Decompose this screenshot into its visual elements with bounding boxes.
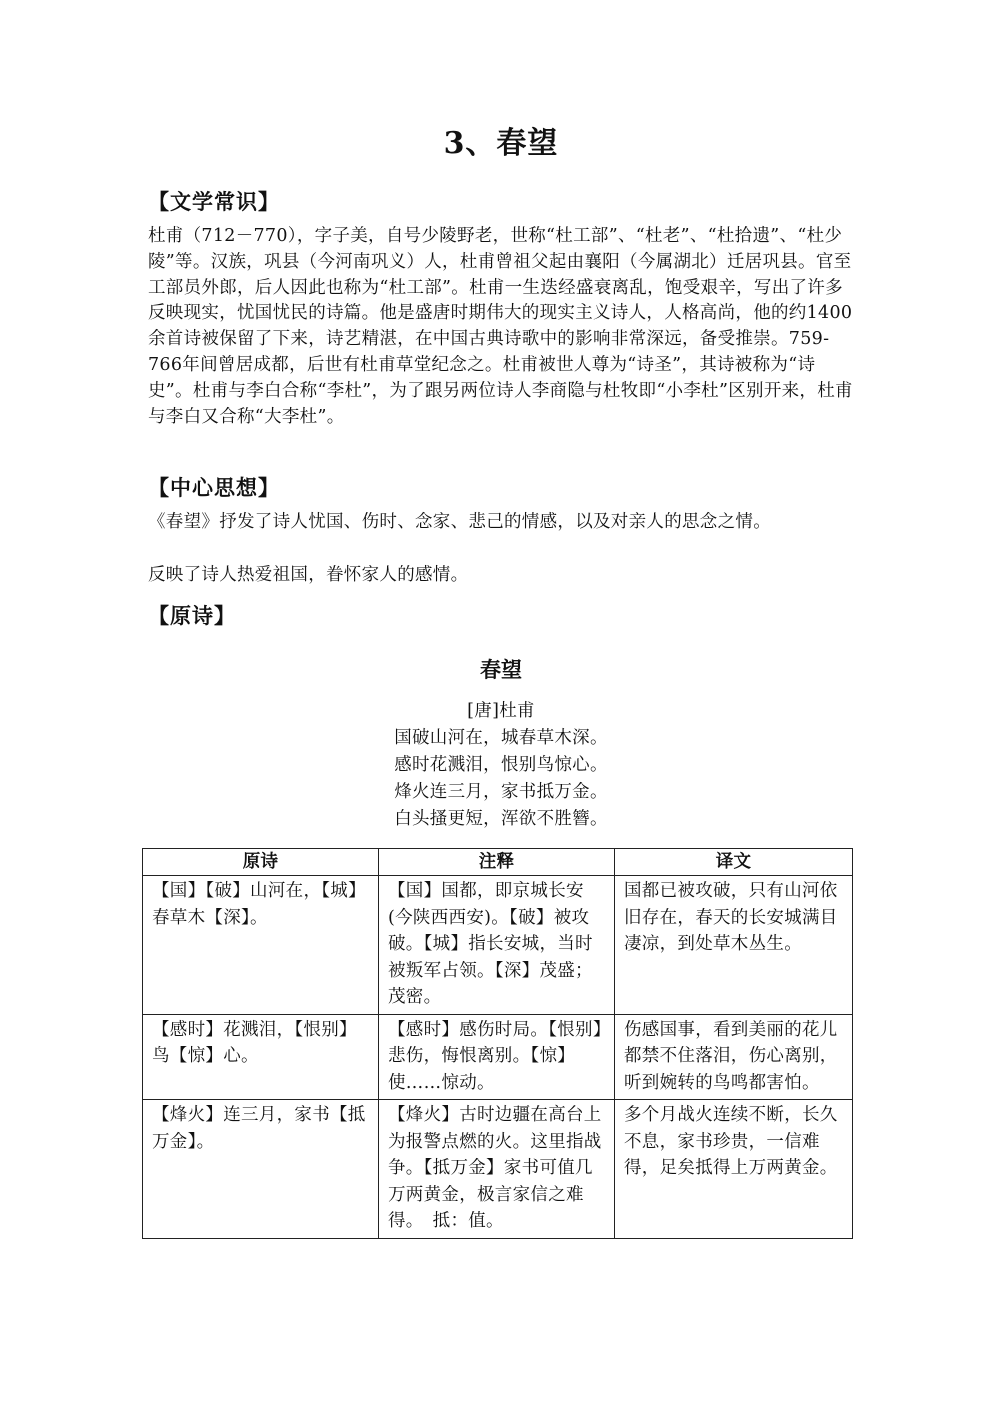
table-row — [143, 1100, 853, 1239]
column-header-translation: 译文 — [615, 849, 853, 876]
annotation-table — [142, 848, 853, 1239]
page-title: 3、春望 — [443, 126, 559, 161]
poem-block — [146, 654, 856, 833]
cell-translation: 多个月战火连续不断，长久不息，家书珍贵，一信难得，足矣抵得上万两黄金。 — [615, 1100, 853, 1239]
heading-literary-knowledge: 【文学常识】 — [148, 189, 280, 214]
heading-central-idea: 【中心思想】 — [148, 475, 280, 500]
literary-knowledge-text: 杜甫（712－770），字子美，自号少陵野老，世称“杜工部”、“杜老”、“杜拾遗”、“杜少陵”等。汉族，巩县（今河南巩义）人，杜甫曾祖父起由襄阳（今属湖北）迁居巩县。官至工部员外郎，后人因此也称为“杜工部”。杜甫一生迭经盛衰离乱，饱受艰辛，写出了许多反映现实，忧国忧民的诗篇。他是盛唐时期伟大的现实主义诗人，人格高尚，他的约1400余首诗被保留了下来，诗艺精湛，在中国古典诗歌中的影响非常深远，备受推崇。759-766年间曾居成都，后世有杜甫草堂纪念之。杜甫被世人尊为“诗圣”，其诗被称为“诗史”。杜甫与李白合称“李杜”，为了跟另两位诗人李商隐与杜牧即“小李杜”区别开来，杜甫与李白又合称“大李杜”。 — [148, 226, 853, 427]
cell-translation: 国都已被攻破，只有山河依旧存在，春天的长安城满目凄凉，到处草木丛生。 — [615, 876, 853, 1015]
cell-original: 【国】【破】山河在，【城】春草木【深】。 — [143, 876, 379, 1015]
table-row — [143, 1014, 853, 1100]
cell-original: 【感时】花溅泪，【恨别】鸟【惊】心。 — [143, 1014, 379, 1100]
poem-title: 春望 — [480, 657, 522, 682]
cell-note: 【感时】感伤时局。【恨别】悲伤，悔恨离别。【惊】使……惊动。 — [379, 1014, 615, 1100]
table-row — [143, 876, 853, 1015]
central-idea-paragraph-2: 反映了诗人热爱祖国，眷怀家人的感情。 — [148, 565, 469, 585]
table-header-row — [143, 849, 853, 876]
poem-line: 国破山河在，城春草木深。 — [394, 728, 608, 748]
poem-author: [唐]杜甫 — [467, 701, 535, 721]
column-header-original: 原诗 — [143, 849, 379, 876]
column-header-note: 注释 — [379, 849, 615, 876]
cell-note: 【国】国都，即京城长安(今陕西西安)。【破】被攻破。【城】指长安城，当时被叛军占领。【深】茂盛；茂密。 — [379, 876, 615, 1015]
poem-line: 烽火连三月，家书抵万金。 — [394, 782, 608, 802]
heading-original-poem: 【原诗】 — [148, 603, 236, 628]
cell-translation: 伤感国事，看到美丽的花儿都禁不住落泪，伤心离别，听到婉转的鸟鸣都害怕。 — [615, 1014, 853, 1100]
central-idea-paragraph-1: 《春望》抒发了诗人忧国、伤时、念家、悲己的情感，以及对亲人的思念之情。 — [148, 512, 771, 532]
poem-line: 感时花溅泪，恨别鸟惊心。 — [394, 755, 608, 775]
cell-note: 【烽火】古时边疆在高台上为报警点燃的火。这里指战争。【抵万金】家书可值几万两黄金，极言家信之难得。 抵：值。 — [379, 1100, 615, 1239]
poem-line: 白头搔更短，浑欲不胜簪。 — [394, 809, 608, 829]
cell-original: 【烽火】连三月，家书【抵万金】。 — [143, 1100, 379, 1239]
